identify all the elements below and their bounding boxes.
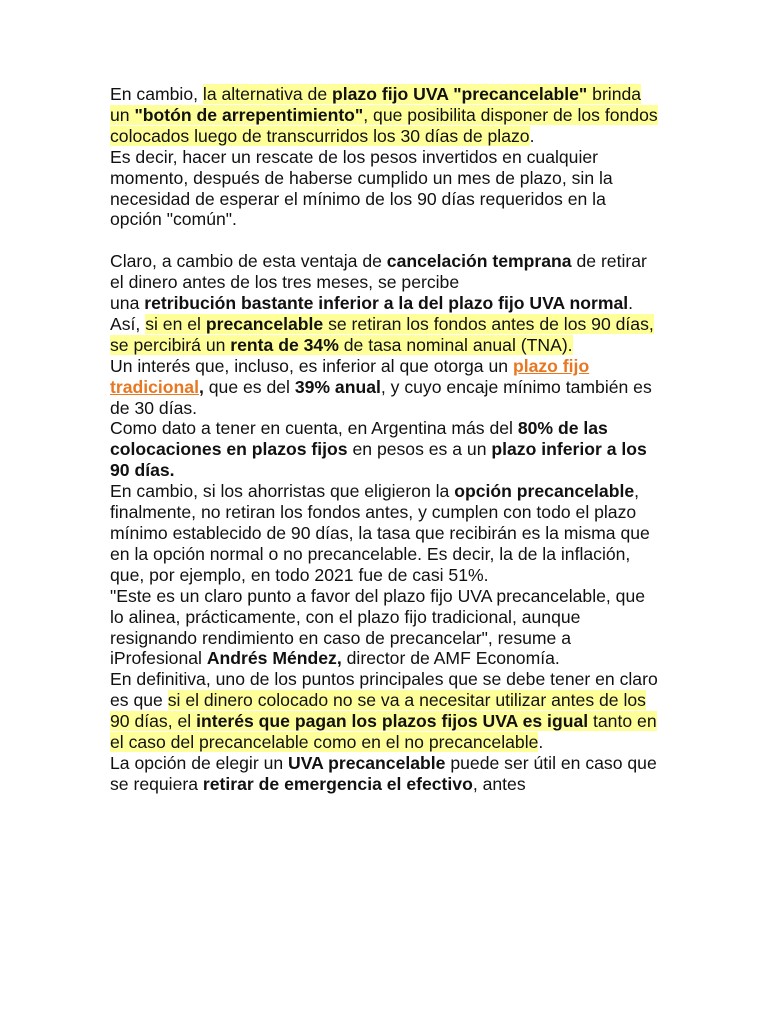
highlighted-text: "botón de arrepentimiento" (134, 104, 364, 125)
paragraph (110, 147, 662, 231)
text-span: . (529, 125, 535, 146)
text-span: En definitiva, uno de los puntos principales que se debe tener en claro es que (110, 669, 658, 711)
text-span: Un interés que, incluso, es inferior al que otorga un (110, 355, 513, 376)
bold-text: retribución bastante inferior a la del plazo fijo UVA normal (144, 293, 629, 314)
bold-text: cancelación temprana (386, 251, 572, 272)
text-span: una (110, 293, 145, 314)
paragraph (110, 669, 662, 753)
document-body (110, 84, 662, 795)
paragraph (110, 586, 662, 670)
bold-text: retirar de emergencia el efectivo (202, 773, 473, 794)
text-span: director de AMF Economía. (341, 648, 560, 669)
highlighted-text: , que posibilita disponer de los fondos colocados luego de transcurridos los 30 días de plazo (110, 104, 658, 146)
highlighted-text: de tasa nominal anual (TNA). (338, 334, 573, 355)
paragraph (110, 314, 662, 356)
bold-text: 80% de las colocaciones en plazos fijos (110, 418, 608, 460)
highlighted-text: tanto en el caso del precancelable como en el no precancelable (110, 711, 657, 753)
text-span: que es del (203, 376, 295, 397)
text-span: Como dato a tener en cuenta, en Argentina más del (110, 418, 518, 439)
paragraph (110, 356, 662, 419)
bold-text: Andrés Méndez, (206, 648, 342, 669)
highlighted-text: interés que pagan los plazos fijos UVA es igual (196, 711, 589, 732)
paragraph (110, 753, 662, 795)
paragraph (110, 481, 662, 586)
bold-text: UVA precancelable (288, 752, 446, 773)
text-span: puede ser útil en caso que se requiera (110, 752, 657, 794)
text-span: , y cuyo encaje mínimo también es de 30 días. (110, 376, 652, 418)
text-span: , antes (472, 773, 526, 794)
text-span: En cambio, (110, 84, 203, 104)
highlighted-text: si el dinero colocado no se va a necesitar utilizar antes de los 90 días, el (110, 690, 646, 732)
bold-text: plazo inferior a los 90 días. (110, 439, 647, 481)
text-span: "Este es un claro punto a favor del plazo fijo UVA precancelable, que lo alinea, prácticamente, con el plazo fijo tradicional, aunque resignando rendimiento en caso de precancelar", resume a iProfesional (110, 585, 646, 669)
paragraph-spacer (110, 230, 662, 251)
text-span: . (538, 732, 544, 753)
text-span: Es decir, hacer un rescate de los pesos invertidos en cualquier momento, después de haberse cumplido un mes de plazo, sin la necesidad de esperar el mínimo de los 90 días requeridos en la opción "común". (110, 146, 613, 230)
highlighted-text: se retiran los fondos antes de los 90 días, se percibirá un (110, 313, 654, 355)
highlighted-text: brinda un (110, 84, 642, 125)
highlighted-text: renta de 34% (230, 334, 339, 355)
paragraph (110, 251, 662, 314)
text-span: . (628, 293, 634, 314)
bold-text: opción precancelable (454, 481, 635, 502)
text-span: , finalmente, no retiran los fondos antes, y cumplen con todo el plazo mínimo establecido de 90 días, la tasa que recibirán es la misma que en la opción normal o no precancelable. Es decir, la de la inflación, que, por ejemplo, en todo 2021 fue de casi 51%. (110, 481, 650, 585)
bold-text: , (198, 376, 204, 397)
highlighted-text: plazo fijo UVA "precancelable" (332, 84, 588, 104)
text-span: en pesos es a un (347, 439, 492, 460)
highlighted-text: la alternativa de (202, 84, 333, 104)
text-span: Claro, a cambio de esta ventaja de (110, 251, 387, 272)
paragraph (110, 84, 662, 147)
text-span: La opción de elegir un (110, 752, 289, 773)
bold-text: 39% anual (294, 376, 381, 397)
paragraph (110, 418, 662, 481)
highlighted-text: si en el (145, 313, 206, 334)
text-span: de retirar el dinero antes de los tres meses, se percibe (110, 251, 647, 293)
highlighted-text: precancelable (205, 313, 324, 334)
article-link[interactable]: plazo fijo tradicional (110, 355, 590, 397)
text-span: En cambio, si los ahorristas que eligieron la (110, 481, 455, 502)
text-span: Así, (110, 313, 146, 334)
